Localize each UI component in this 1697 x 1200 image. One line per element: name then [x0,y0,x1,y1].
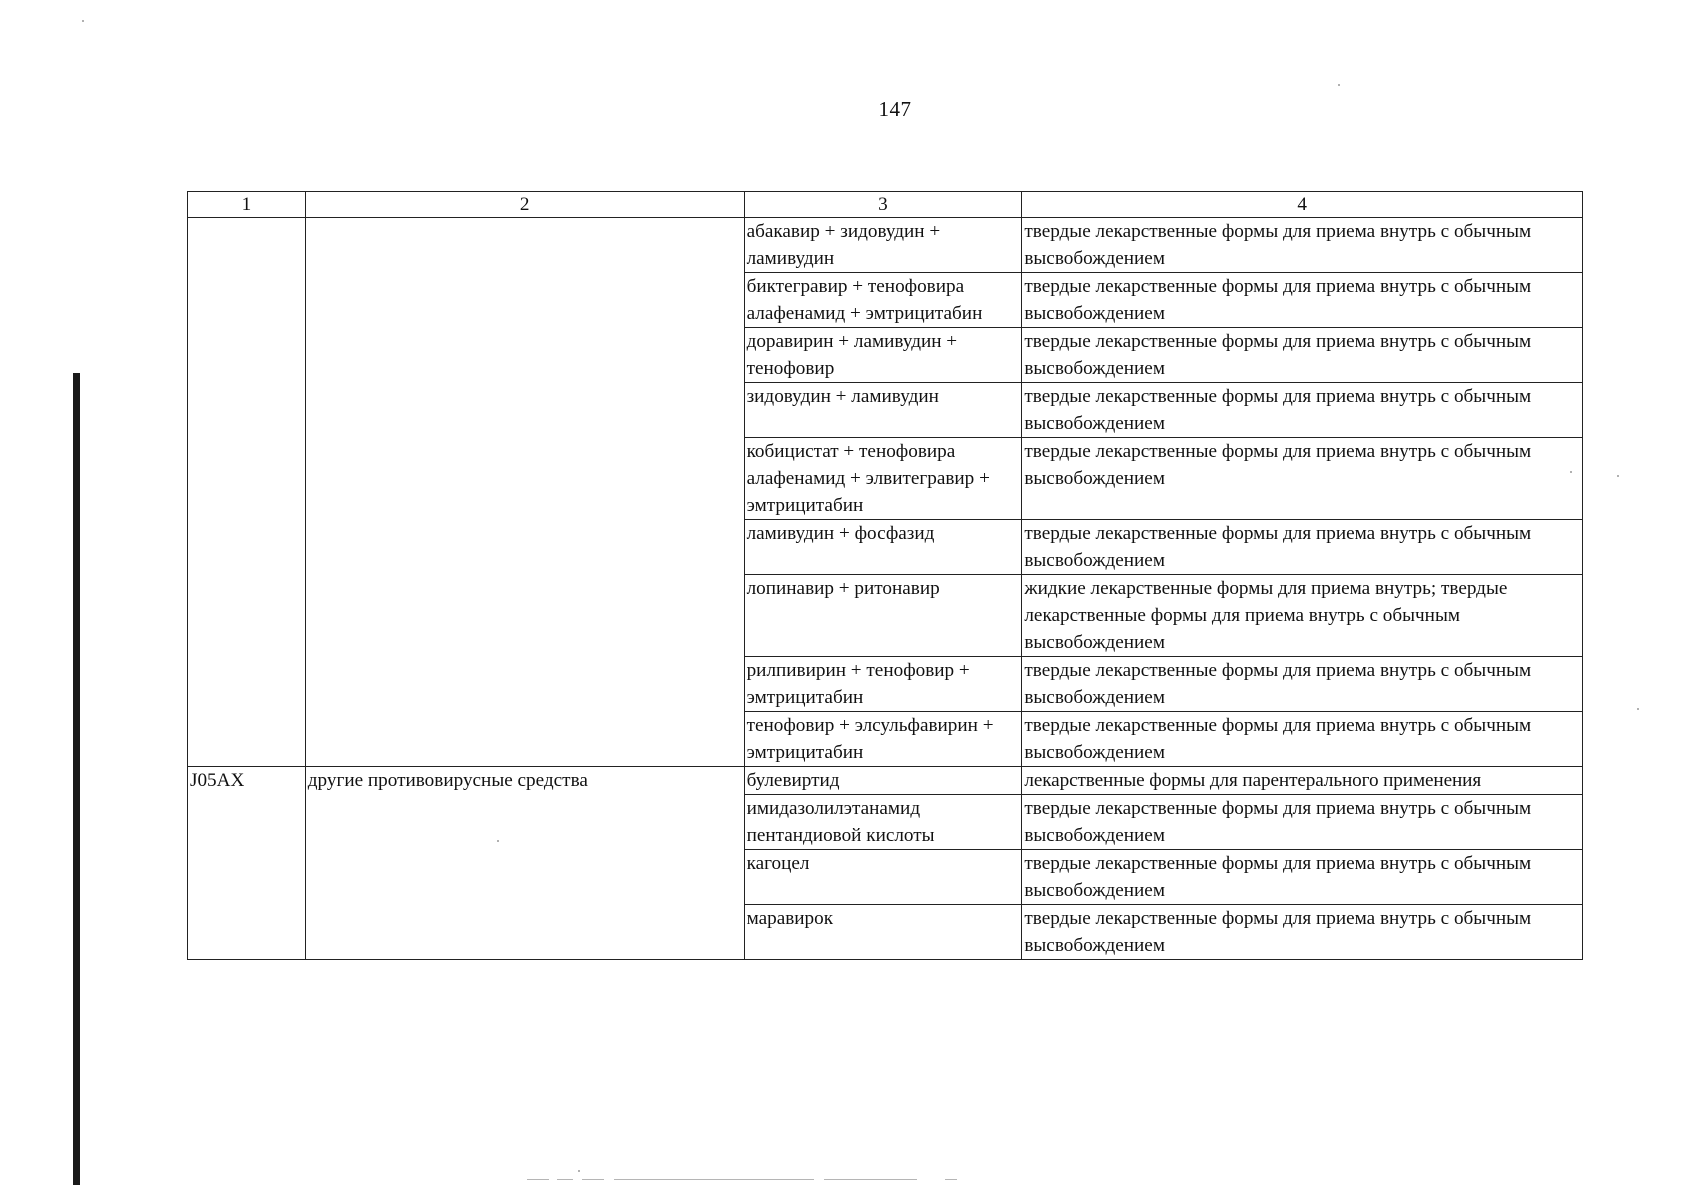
dosage-form-cell: твердые лекарственные формы для приема внутрь с обычным высвобождением [1022,438,1583,520]
scan-binding-edge [73,373,80,1185]
drug-name-cell: абакавир + зидовудин + ламивудин [744,218,1022,273]
group-name-cell [305,218,744,767]
medicines-table [187,191,1583,960]
scan-speck [1637,708,1639,710]
scan-speck [578,1170,580,1172]
drug-name-cell: биктегравир + тенофовира алафенамид + эмтрицитабин [744,273,1022,328]
dosage-form-cell: твердые лекарственные формы для приема внутрь с обычным высвобождением [1022,273,1583,328]
scan-speck [1338,84,1340,86]
dosage-form-cell: твердые лекарственные формы для приема внутрь с обычным высвобождением [1022,712,1583,767]
column-header: 1 [188,192,306,218]
table-header-row [188,192,1583,218]
drug-name-cell: булевиртид [744,767,1022,795]
atc-code-cell [188,218,306,767]
table-row [188,767,1583,795]
dosage-form-cell: твердые лекарственные формы для приема внутрь с обычным высвобождением [1022,795,1583,850]
scan-artifact-line [614,1179,814,1180]
scan-artifact-line [945,1179,957,1180]
dosage-form-cell: твердые лекарственные формы для приема внутрь с обычным высвобождением [1022,520,1583,575]
column-header: 3 [744,192,1022,218]
column-header: 2 [305,192,744,218]
drug-name-cell: кагоцел [744,850,1022,905]
scan-artifact-line [527,1179,549,1180]
dosage-form-cell: твердые лекарственные формы для приема внутрь с обычным высвобождением [1022,905,1583,960]
dosage-form-cell: твердые лекарственные формы для приема внутрь с обычным высвобождением [1022,383,1583,438]
dosage-form-cell: твердые лекарственные формы для приема внутрь с обычным высвобождением [1022,850,1583,905]
dosage-form-cell: жидкие лекарственные формы для приема внутрь; твердые лекарственные формы для приема внутрь с обычным высвобождением [1022,575,1583,657]
drug-name-cell: тенофовир + элсульфавирин + эмтрицитабин [744,712,1022,767]
group-name-cell: другие противовирусные средства [305,767,744,960]
drug-name-cell: лопинавир + ритонавир [744,575,1022,657]
drug-name-cell: маравирок [744,905,1022,960]
scan-artifact-line [824,1179,917,1180]
table-row [188,218,1583,273]
drug-name-cell: зидовудин + ламивудин [744,383,1022,438]
dosage-form-cell: твердые лекарственные формы для приема внутрь с обычным высвобождением [1022,218,1583,273]
atc-code-cell: J05AX [188,767,306,960]
dosage-form-cell: твердые лекарственные формы для приема внутрь с обычным высвобождением [1022,657,1583,712]
dosage-form-cell: лекарственные формы для парентерального применения [1022,767,1583,795]
dosage-form-cell: твердые лекарственные формы для приема внутрь с обычным высвобождением [1022,328,1583,383]
page-number: 147 [878,97,912,121]
column-header: 4 [1022,192,1583,218]
drug-name-cell: ламивудин + фосфазид [744,520,1022,575]
drug-name-cell: имидазолилэтанамид пентандиовой кислоты [744,795,1022,850]
scan-artifact-line [582,1179,604,1180]
scan-artifact-line [557,1179,573,1180]
drug-name-cell: кобицистат + тенофовира алафенамид + элвитегравир + эмтрицитабин [744,438,1022,520]
drug-name-cell: рилпивирин + тенофовир + эмтрицитабин [744,657,1022,712]
scan-speck [82,20,84,22]
drug-name-cell: доравирин + ламивудин + тенофовир [744,328,1022,383]
scan-speck [1617,475,1619,477]
